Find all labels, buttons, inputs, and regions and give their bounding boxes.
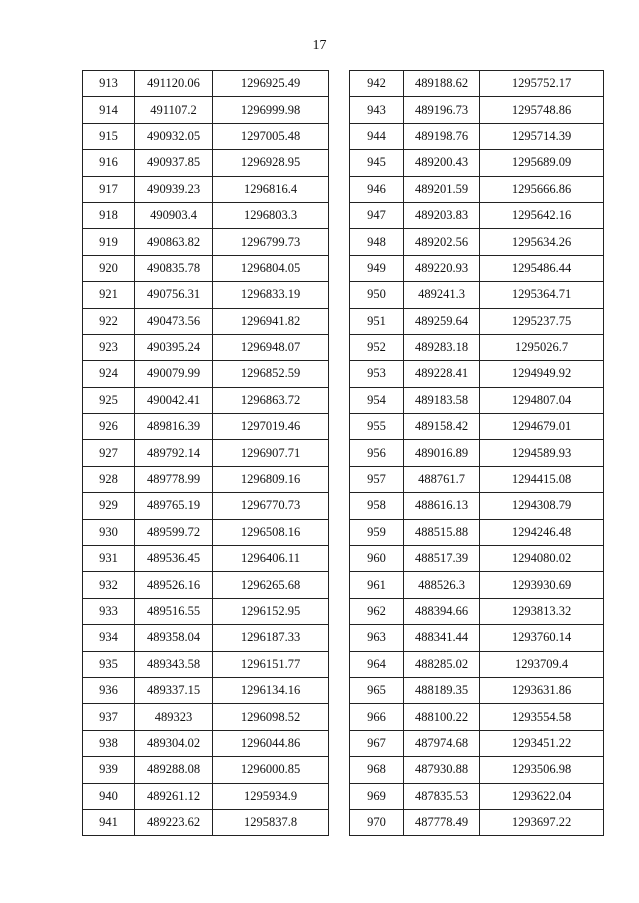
y-coordinate-cell: 1296925.49 [213,71,329,97]
table-row [350,414,604,440]
y-coordinate-cell: 1294807.04 [480,387,604,413]
y-coordinate-cell: 1296799.73 [213,229,329,255]
x-coordinate-cell: 489358.04 [135,625,213,651]
table-row [83,282,329,308]
point-number-cell: 947 [350,202,404,228]
table-row [83,704,329,730]
point-number-cell: 920 [83,255,135,281]
y-coordinate-cell: 1294679.01 [480,414,604,440]
table-row [350,704,604,730]
point-number-cell: 949 [350,255,404,281]
point-number-cell: 954 [350,387,404,413]
x-coordinate-cell: 487835.53 [404,783,480,809]
table-row [83,625,329,651]
x-coordinate-cell: 489536.45 [135,546,213,572]
y-coordinate-cell: 1293697.22 [480,809,604,835]
y-coordinate-cell: 1294949.92 [480,361,604,387]
point-number-cell: 939 [83,757,135,783]
point-number-cell: 951 [350,308,404,334]
point-number-cell: 921 [83,282,135,308]
point-number-cell: 936 [83,677,135,703]
x-coordinate-cell: 490863.82 [135,229,213,255]
x-coordinate-cell: 489220.93 [404,255,480,281]
x-coordinate-cell: 487930.88 [404,757,480,783]
y-coordinate-cell: 1296816.4 [213,176,329,202]
point-number-cell: 930 [83,519,135,545]
table-row [350,202,604,228]
y-coordinate-cell: 1294308.79 [480,493,604,519]
point-number-cell: 946 [350,176,404,202]
y-coordinate-cell: 1296907.71 [213,440,329,466]
point-number-cell: 950 [350,282,404,308]
y-coordinate-cell: 1296098.52 [213,704,329,730]
x-coordinate-cell: 489016.89 [404,440,480,466]
table-row [83,334,329,360]
x-coordinate-cell: 490903.4 [135,202,213,228]
y-coordinate-cell: 1295364.71 [480,282,604,308]
point-number-cell: 968 [350,757,404,783]
table-row [83,783,329,809]
y-coordinate-cell: 1296948.07 [213,334,329,360]
point-number-cell: 966 [350,704,404,730]
y-coordinate-cell: 1295642.16 [480,202,604,228]
point-number-cell: 935 [83,651,135,677]
x-coordinate-cell: 491120.06 [135,71,213,97]
y-coordinate-cell: 1295237.75 [480,308,604,334]
x-coordinate-cell: 489201.59 [404,176,480,202]
y-coordinate-cell: 1296508.16 [213,519,329,545]
y-coordinate-cell: 1294415.08 [480,466,604,492]
x-coordinate-cell: 490835.78 [135,255,213,281]
y-coordinate-cell: 1296999.98 [213,97,329,123]
x-coordinate-cell: 488517.39 [404,546,480,572]
table-row [350,730,604,756]
y-coordinate-cell: 1296044.86 [213,730,329,756]
y-coordinate-cell: 1294246.48 [480,519,604,545]
point-number-cell: 926 [83,414,135,440]
y-coordinate-cell: 1296152.95 [213,598,329,624]
x-coordinate-cell: 490756.31 [135,282,213,308]
table-row [350,466,604,492]
y-coordinate-cell: 1293631.86 [480,677,604,703]
table-row [83,202,329,228]
point-number-cell: 940 [83,783,135,809]
table-row [350,493,604,519]
table-row [83,71,329,97]
y-coordinate-cell: 1296151.77 [213,651,329,677]
point-number-cell: 956 [350,440,404,466]
y-coordinate-cell: 1296863.72 [213,387,329,413]
point-number-cell: 938 [83,730,135,756]
point-number-cell: 925 [83,387,135,413]
y-coordinate-cell: 1295486.44 [480,255,604,281]
table-row [350,519,604,545]
table-row [350,176,604,202]
x-coordinate-cell: 488515.88 [404,519,480,545]
point-number-cell: 958 [350,493,404,519]
x-coordinate-cell: 489304.02 [135,730,213,756]
y-coordinate-cell: 1296265.68 [213,572,329,598]
x-coordinate-cell: 489259.64 [404,308,480,334]
table-row [83,387,329,413]
x-coordinate-cell: 489816.39 [135,414,213,440]
x-coordinate-cell: 489158.42 [404,414,480,440]
x-coordinate-cell: 488100.22 [404,704,480,730]
table-row [83,572,329,598]
table-row [350,651,604,677]
table-row [83,598,329,624]
y-coordinate-cell: 1296852.59 [213,361,329,387]
x-coordinate-cell: 488761.7 [404,466,480,492]
y-coordinate-cell: 1293506.98 [480,757,604,783]
table-row [83,519,329,545]
point-number-cell: 969 [350,783,404,809]
table-row [83,123,329,149]
y-coordinate-cell: 1294080.02 [480,546,604,572]
point-number-cell: 914 [83,97,135,123]
x-coordinate-cell: 489323 [135,704,213,730]
table-row [83,493,329,519]
table-row [83,466,329,492]
point-number-cell: 961 [350,572,404,598]
table-row [83,546,329,572]
table-row [83,361,329,387]
point-number-cell: 916 [83,150,135,176]
point-number-cell: 918 [83,202,135,228]
table-row [83,308,329,334]
table-row [350,783,604,809]
y-coordinate-cell: 1296809.16 [213,466,329,492]
coordinates-table-right-body [350,71,604,836]
y-coordinate-cell: 1295689.09 [480,150,604,176]
x-coordinate-cell: 490939.23 [135,176,213,202]
table-row [350,572,604,598]
x-coordinate-cell: 489241.3 [404,282,480,308]
point-number-cell: 924 [83,361,135,387]
point-number-cell: 941 [83,809,135,835]
point-number-cell: 929 [83,493,135,519]
x-coordinate-cell: 490042.41 [135,387,213,413]
table-row [83,651,329,677]
point-number-cell: 928 [83,466,135,492]
x-coordinate-cell: 489228.41 [404,361,480,387]
y-coordinate-cell: 1296804.05 [213,255,329,281]
y-coordinate-cell: 1296134.16 [213,677,329,703]
table-row [350,71,604,97]
table-row [350,97,604,123]
y-coordinate-cell: 1297005.48 [213,123,329,149]
point-number-cell: 945 [350,150,404,176]
table-row [83,440,329,466]
table-row [83,97,329,123]
table-row [350,123,604,149]
y-coordinate-cell: 1296770.73 [213,493,329,519]
y-coordinate-cell: 1293930.69 [480,572,604,598]
point-number-cell: 927 [83,440,135,466]
x-coordinate-cell: 488189.35 [404,677,480,703]
x-coordinate-cell: 487778.49 [404,809,480,835]
y-coordinate-cell: 1297019.46 [213,414,329,440]
x-coordinate-cell: 489202.56 [404,229,480,255]
point-number-cell: 967 [350,730,404,756]
x-coordinate-cell: 489188.62 [404,71,480,97]
x-coordinate-cell: 487974.68 [404,730,480,756]
y-coordinate-cell: 1293813.32 [480,598,604,624]
x-coordinate-cell: 489198.76 [404,123,480,149]
x-coordinate-cell: 489765.19 [135,493,213,519]
point-number-cell: 963 [350,625,404,651]
x-coordinate-cell: 490079.99 [135,361,213,387]
point-number-cell: 937 [83,704,135,730]
point-number-cell: 923 [83,334,135,360]
x-coordinate-cell: 489196.73 [404,97,480,123]
x-coordinate-cell: 489288.08 [135,757,213,783]
table-row [83,255,329,281]
point-number-cell: 943 [350,97,404,123]
table-row [350,387,604,413]
point-number-cell: 919 [83,229,135,255]
table-row [350,440,604,466]
y-coordinate-cell: 1295934.9 [213,783,329,809]
y-coordinate-cell: 1296833.19 [213,282,329,308]
table-row [350,625,604,651]
x-coordinate-cell: 490473.56 [135,308,213,334]
point-number-cell: 933 [83,598,135,624]
point-number-cell: 934 [83,625,135,651]
x-coordinate-cell: 489516.55 [135,598,213,624]
x-coordinate-cell: 489599.72 [135,519,213,545]
table-row [83,414,329,440]
point-number-cell: 957 [350,466,404,492]
point-number-cell: 922 [83,308,135,334]
x-coordinate-cell: 489337.15 [135,677,213,703]
point-number-cell: 955 [350,414,404,440]
y-coordinate-cell: 1293451.22 [480,730,604,756]
x-coordinate-cell: 488616.13 [404,493,480,519]
table-row [350,150,604,176]
x-coordinate-cell: 489526.16 [135,572,213,598]
point-number-cell: 915 [83,123,135,149]
point-number-cell: 964 [350,651,404,677]
y-coordinate-cell: 1295666.86 [480,176,604,202]
x-coordinate-cell: 489200.43 [404,150,480,176]
coordinates-table-right [349,70,604,836]
x-coordinate-cell: 490932.05 [135,123,213,149]
table-row [350,598,604,624]
x-coordinate-cell: 491107.2 [135,97,213,123]
table-row [350,809,604,835]
y-coordinate-cell: 1293554.58 [480,704,604,730]
table-row [350,546,604,572]
point-number-cell: 913 [83,71,135,97]
point-number-cell: 960 [350,546,404,572]
coordinates-table-left [82,70,329,836]
y-coordinate-cell: 1295837.8 [213,809,329,835]
point-number-cell: 959 [350,519,404,545]
table-row [350,757,604,783]
point-number-cell: 962 [350,598,404,624]
x-coordinate-cell: 488526.3 [404,572,480,598]
x-coordinate-cell: 489203.83 [404,202,480,228]
table-row [83,677,329,703]
page-number: 17 [312,38,327,53]
y-coordinate-cell: 1296187.33 [213,625,329,651]
point-number-cell: 931 [83,546,135,572]
y-coordinate-cell: 1295634.26 [480,229,604,255]
table-row [350,255,604,281]
x-coordinate-cell: 489792.14 [135,440,213,466]
point-number-cell: 948 [350,229,404,255]
x-coordinate-cell: 488285.02 [404,651,480,677]
point-number-cell: 932 [83,572,135,598]
point-number-cell: 917 [83,176,135,202]
table-row [83,229,329,255]
y-coordinate-cell: 1295752.17 [480,71,604,97]
coordinates-table-left-body [83,71,329,836]
x-coordinate-cell: 489183.58 [404,387,480,413]
x-coordinate-cell: 489343.58 [135,651,213,677]
y-coordinate-cell: 1293622.04 [480,783,604,809]
table-row [83,757,329,783]
y-coordinate-cell: 1295748.86 [480,97,604,123]
x-coordinate-cell: 488394.66 [404,598,480,624]
y-coordinate-cell: 1295714.39 [480,123,604,149]
x-coordinate-cell: 489778.99 [135,466,213,492]
y-coordinate-cell: 1296000.85 [213,757,329,783]
y-coordinate-cell: 1294589.93 [480,440,604,466]
point-number-cell: 944 [350,123,404,149]
table-row [83,150,329,176]
table-row [350,677,604,703]
x-coordinate-cell: 489283.18 [404,334,480,360]
x-coordinate-cell: 489223.62 [135,809,213,835]
table-row [350,361,604,387]
y-coordinate-cell: 1295026.7 [480,334,604,360]
x-coordinate-cell: 489261.12 [135,783,213,809]
y-coordinate-cell: 1293760.14 [480,625,604,651]
x-coordinate-cell: 490937.85 [135,150,213,176]
table-row [83,809,329,835]
x-coordinate-cell: 490395.24 [135,334,213,360]
y-coordinate-cell: 1293709.4 [480,651,604,677]
point-number-cell: 952 [350,334,404,360]
y-coordinate-cell: 1296406.11 [213,546,329,572]
point-number-cell: 965 [350,677,404,703]
table-row [350,334,604,360]
y-coordinate-cell: 1296928.95 [213,150,329,176]
table-row [83,730,329,756]
y-coordinate-cell: 1296941.82 [213,308,329,334]
y-coordinate-cell: 1296803.3 [213,202,329,228]
table-row [350,282,604,308]
table-row [350,308,604,334]
x-coordinate-cell: 488341.44 [404,625,480,651]
point-number-cell: 953 [350,361,404,387]
table-row [83,176,329,202]
point-number-cell: 970 [350,809,404,835]
table-row [350,229,604,255]
point-number-cell: 942 [350,71,404,97]
